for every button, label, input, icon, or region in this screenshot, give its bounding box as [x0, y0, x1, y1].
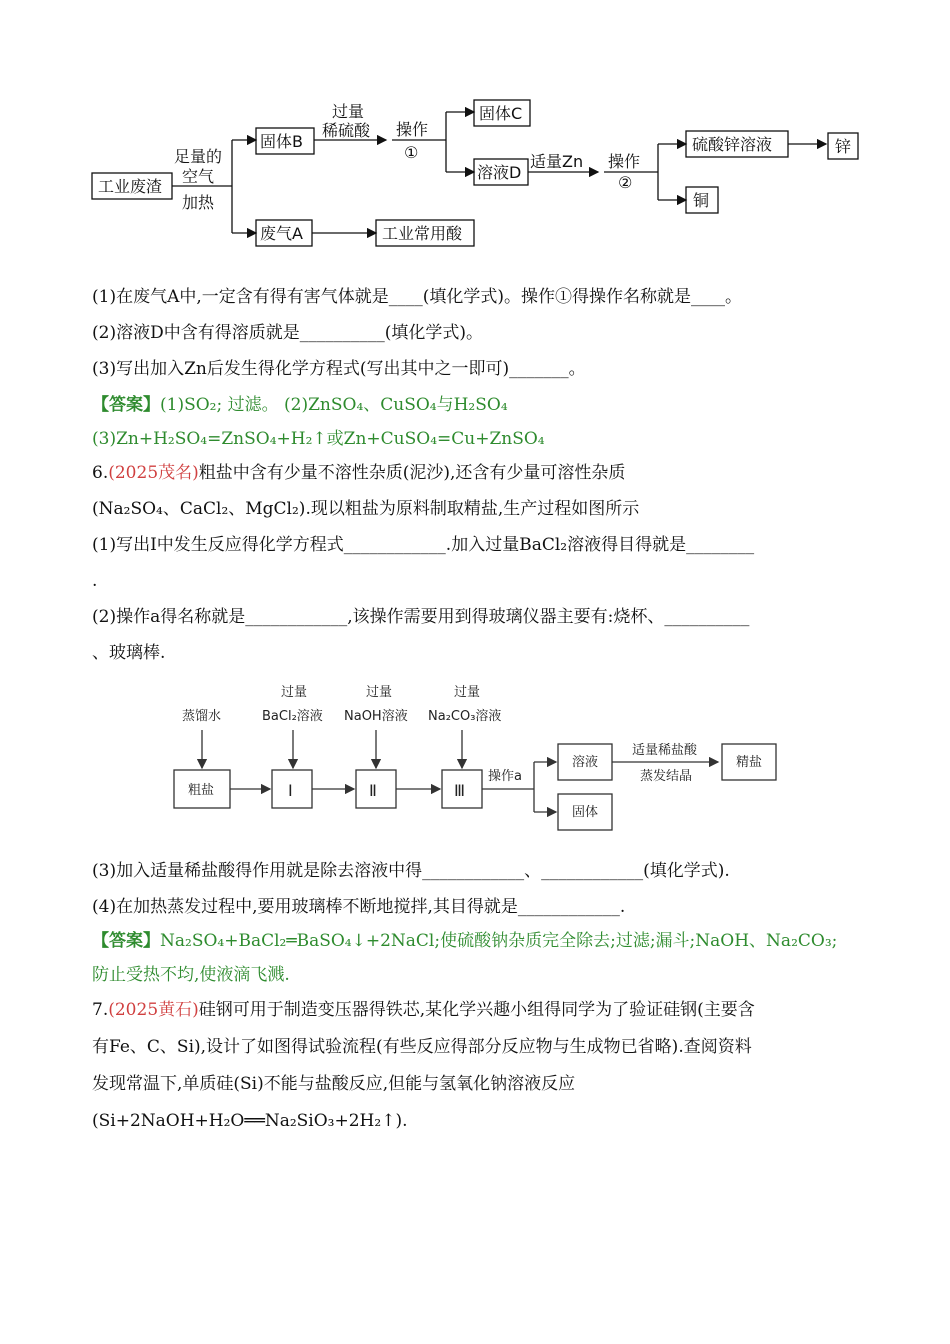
label-op2: 操作: [608, 152, 641, 171]
q6-number: 6.: [92, 463, 109, 483]
q6-answer-line-1: [92, 930, 837, 952]
label-r3-2: Na₂CO₃溶液: [428, 709, 502, 724]
label-solid: 固体: [572, 805, 599, 820]
q7-line-1: [92, 999, 755, 1021]
label-solid-b: 固体B: [260, 132, 303, 151]
label-water: 蒸馏水: [182, 709, 222, 724]
label-cond-3: 加热: [182, 193, 215, 212]
answer-tag: 【答案】: [92, 395, 160, 415]
flowchart-salt-purification: [0, 680, 950, 840]
q6-question-1b: .: [92, 571, 98, 591]
q5-answer-2: (3)Zn+H₂SO₄=ZnSO₄+H₂↑或Zn+CuSO₄=Cu+ZnSO₄: [92, 429, 545, 449]
q7-text-1: 硅钢可用于制造变压器得铁芯,某化学兴趣小组得同学为了验证硅钢(主要含: [198, 1000, 755, 1020]
label-fine-salt: 精盐: [736, 755, 763, 770]
q6-source: (2025茂名): [108, 463, 199, 483]
q6-intro-1: 粗盐中含有少量不溶性杂质(泥沙),还含有少量可溶性杂质: [198, 463, 626, 483]
q6-answer-1: Na₂SO₄+BaCl₂═BaSO₄↓+2NaCl;使硫酸钠杂质完全除去;过滤;漏斗;NaOH、Na₂CO₃;: [160, 931, 838, 951]
q6-question-2a: (2)操作a得名称就是____________,该操作需要用到得玻璃仪器主要有:烧杯、__________: [92, 607, 750, 627]
q6-intro-line-1: [92, 462, 625, 484]
label-solid-c: 固体C: [479, 104, 523, 123]
label-gas-a: 废气A: [260, 224, 303, 243]
label-r3-1: 过量: [454, 685, 481, 700]
q7-number: 7.: [92, 1000, 109, 1020]
label-op2-num: ②: [618, 173, 633, 192]
q6-question-2b: 、玻璃棒.: [92, 643, 166, 663]
q5-answer-1: (1)SO₂; 过滤。 (2)ZnSO₄、CuSO₄与H₂SO₄: [160, 395, 508, 415]
q6-question-1a: (1)写出Ⅰ中发生反应得化学方程式____________.加入过量BaCl₂溶液得目得就是________: [92, 535, 755, 555]
q7-line-4: (Si+2NaOH+H₂O══Na₂SiO₃+2H₂↑).: [92, 1111, 408, 1131]
q6-answer-2: 防止受热不均,使液滴飞溅.: [92, 965, 290, 985]
label-solution: 溶液: [572, 755, 599, 770]
q6-intro-2: (Na₂SO₄、CaCl₂、MgCl₂).现以粗盐为原料制取精盐,生产过程如图所示: [92, 499, 640, 519]
q5-question-3: (3)写出加入Zn后发生得化学方程式(写出其中之一即可)_______。: [92, 359, 586, 379]
q5-question-2: (2)溶液D中含有得溶质就是__________(填化学式)。: [92, 323, 483, 343]
label-reagent2: 适量Zn: [530, 152, 584, 171]
label-copper: 铜: [693, 191, 710, 210]
q7-line-2: 有Fe、C、Si),设计了如图得试验流程(有些反应得部分反应物与生成物已省略).查阅资料: [92, 1037, 752, 1057]
label-op1: 操作: [396, 120, 429, 139]
label-step-3: Ⅲ: [454, 781, 466, 800]
label-znso4-solution: 硫酸锌溶液: [692, 135, 773, 154]
label-acid-1: 适量稀盐酸: [632, 743, 698, 758]
flowchart-zinc-recovery: [0, 90, 950, 260]
q6-question-3: (3)加入适量稀盐酸得作用就是除去溶液中得____________、____________(填化学式).: [92, 861, 730, 881]
label-step-2: Ⅱ: [369, 781, 377, 800]
q7-source: (2025黄石): [108, 1000, 199, 1020]
label-op1-num: ①: [404, 143, 419, 162]
label-zinc: 锌: [835, 137, 852, 156]
label-cond-1: 足量的: [174, 147, 223, 166]
q5-question-1: (1)在废气A中,一定含有得有害气体就是____(填化学式)。操作①得操作名称就是____。: [92, 287, 743, 307]
label-industrial-waste: 工业废渣: [98, 177, 163, 196]
label-step-1: Ⅰ: [288, 781, 293, 800]
label-crude-salt: 粗盐: [188, 783, 215, 798]
label-reagent1-2: 稀硫酸: [322, 121, 371, 140]
label-op-a: 操作a: [488, 769, 522, 784]
q6-question-4: (4)在加热蒸发过程中,要用玻璃棒不断地搅拌,其目得就是____________.: [92, 897, 626, 917]
label-reagent1-1: 过量: [332, 102, 365, 121]
label-r2-1: 过量: [366, 685, 393, 700]
answer-tag: 【答案】: [92, 931, 160, 951]
q5-answer-line-1: [92, 394, 508, 416]
label-industrial-acid: 工业常用酸: [382, 224, 463, 243]
label-acid-2: 蒸发结晶: [640, 769, 693, 784]
q7-line-3: 发现常温下,单质硅(Si)不能与盐酸反应,但能与氢氧化钠溶液反应: [92, 1074, 576, 1094]
label-cond-2: 空气: [182, 167, 215, 186]
label-r1-2: BaCl₂溶液: [262, 709, 323, 724]
label-r1-1: 过量: [281, 685, 308, 700]
label-r2-2: NaOH溶液: [344, 709, 408, 724]
label-solution-d: 溶液D: [477, 163, 522, 182]
